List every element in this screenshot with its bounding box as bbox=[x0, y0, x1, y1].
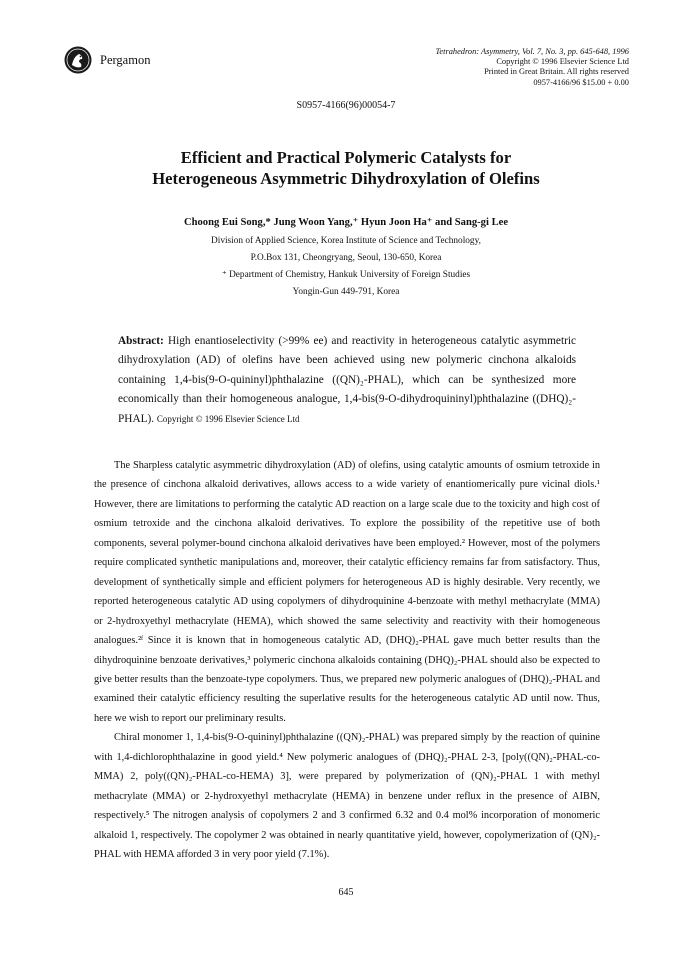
abstract-label: Abstract: bbox=[118, 335, 164, 347]
journal-citation: Tetrahedron: Asymmetry, Vol. 7, No. 3, pp. 645-648, 1996 bbox=[435, 47, 629, 56]
issn-price: 0957-4166/96 $15.00 + 0.00 bbox=[533, 77, 629, 87]
affiliation-line: P.O.Box 131, Cheongryang, Seoul, 130-650, Korea bbox=[250, 253, 442, 263]
article-identifier: S0957-4166(96)00054-7 bbox=[296, 100, 396, 111]
copyright-notice: Copyright © 1996 Elsevier Science Ltd bbox=[496, 57, 629, 67]
printed-notice: Printed in Great Britain. All rights reserved bbox=[484, 67, 629, 77]
author-list: Choong Eui Song,* Jung Woon Yang,⁺ Hyun Joon Ha⁺ and Sang-gi Lee bbox=[183, 217, 509, 228]
affiliations bbox=[40, 233, 652, 301]
publisher-logo-icon bbox=[64, 46, 92, 74]
title-line-1: Efficient and Practical Polymeric Catalysts for bbox=[180, 148, 512, 167]
body-paragraph: The Sharpless catalytic asymmetric dihydroxylation (AD) of olefins, using catalytic amounts of osmium tetroxide in the presence of cinchona alkaloid derivatives, allows access to a wide variety of enantiomerically pure vicinal diols.¹ However, there are limitations to performing the catalytic AD reaction on a large scale due to the toxicity and high cost of osmium tetroxide and the cinchona alkaloid derivatives. To explore the possibility of the repetitive use of both components, several polymer-bound cinchona alkaloid derivatives have been employed.² However, most of the polymers require complicated synthetic manipulations and, moreover, their catalytic efficiency remains far from satisfactory. Thus, development of synthetically simple and efficient polymers for heterogeneous AD is highly desirable. Very recently, we reported heterogeneous catalytic AD using copolymers of dihydroquinine 4-benzoate with methyl methacrylate (MMA) or 2-hydroxyethyl methacrylate (HEMA), which showed the same selectivity and reactivity with their homogeneous analogues.²ᶠ Since it is known that in homogeneous catalytic AD, (DHQ)₂-PHAL gave much better results than the dihydroquinine benzoate derivatives,³ polymeric cinchona alkaloids containing (DHQ)₂-PHAL should also be expected to give better results than the benzoate-type copolymers. Thus, we prepared new polymeric analogues of (DHQ)₂-PHAL and examined their catalytic efficiency resulting the superlative results for the heterogeneous catalytic AD until now. Thus, here we wish to report our preliminary results. bbox=[94, 460, 600, 724]
article-body bbox=[94, 456, 600, 865]
abstract-text: High enantioselectivity (>99% ee) and reactivity in heterogeneous catalytic asymmetric dihydroxylation (AD) of olefins have been achieved using new polymeric cinchona alkaloids containing 1,4-bis(9-O-quininyl)phthalazine ((QN)₂-PHAL), which can be synthesized more economically than their homogeneous analogue, 1,4-bis(9-O-dihydroquininyl)phthalazine ((DHQ)₂-PHAL). bbox=[118, 335, 577, 425]
page-number: 645 bbox=[338, 887, 354, 898]
publisher-name: Pergamon bbox=[100, 53, 151, 67]
abstract bbox=[118, 332, 576, 429]
article-title bbox=[60, 147, 632, 189]
affiliation-line: Division of Applied Science, Korea Institute of Science and Technology, bbox=[211, 236, 481, 246]
affiliation-line: ⁺ Department of Chemistry, Hankuk University of Foreign Studies bbox=[221, 270, 471, 280]
title-line-2: Heterogeneous Asymmetric Dihydroxylation of Olefins bbox=[152, 169, 540, 188]
journal-info bbox=[329, 47, 629, 88]
abstract-copyright: Copyright © 1996 Elsevier Science Ltd bbox=[156, 413, 300, 424]
body-paragraph: Chiral monomer 1, 1,4-bis(9-O-quininyl)phthalazine ((QN)₂-PHAL) was prepared simply by the reaction of quinine with 1,4-dichlorophthalazine in good yield.⁴ New polymeric analogues of (DHQ)₂-PHAL 2-3, [poly((QN)₂-PHAL-co-MMA) 2, poly((QN)₂-PHAL-co-HEMA) 3], were prepared by polymerization of (QN)₂-PHAL 1 with methyl methacrylate (MMA) or 2-hydroxyethyl methacrylate (HEMA) in benzene under reflux in the presence of AIBN, respectively.⁵ The nitrogen analysis of copolymers 2 and 3 confirmed 6.32 and 0.4 mol% incorporation of monomeric alkaloid 1, respectively. The copolymer 2 was obtained in nearly quantitative yield, however, copolymerization of (QN)₂-PHAL with HEMA afforded 3 in very poor yield (7.1%). bbox=[94, 732, 600, 861]
affiliation-line: Yongin-Gun 449-791, Korea bbox=[292, 287, 400, 297]
